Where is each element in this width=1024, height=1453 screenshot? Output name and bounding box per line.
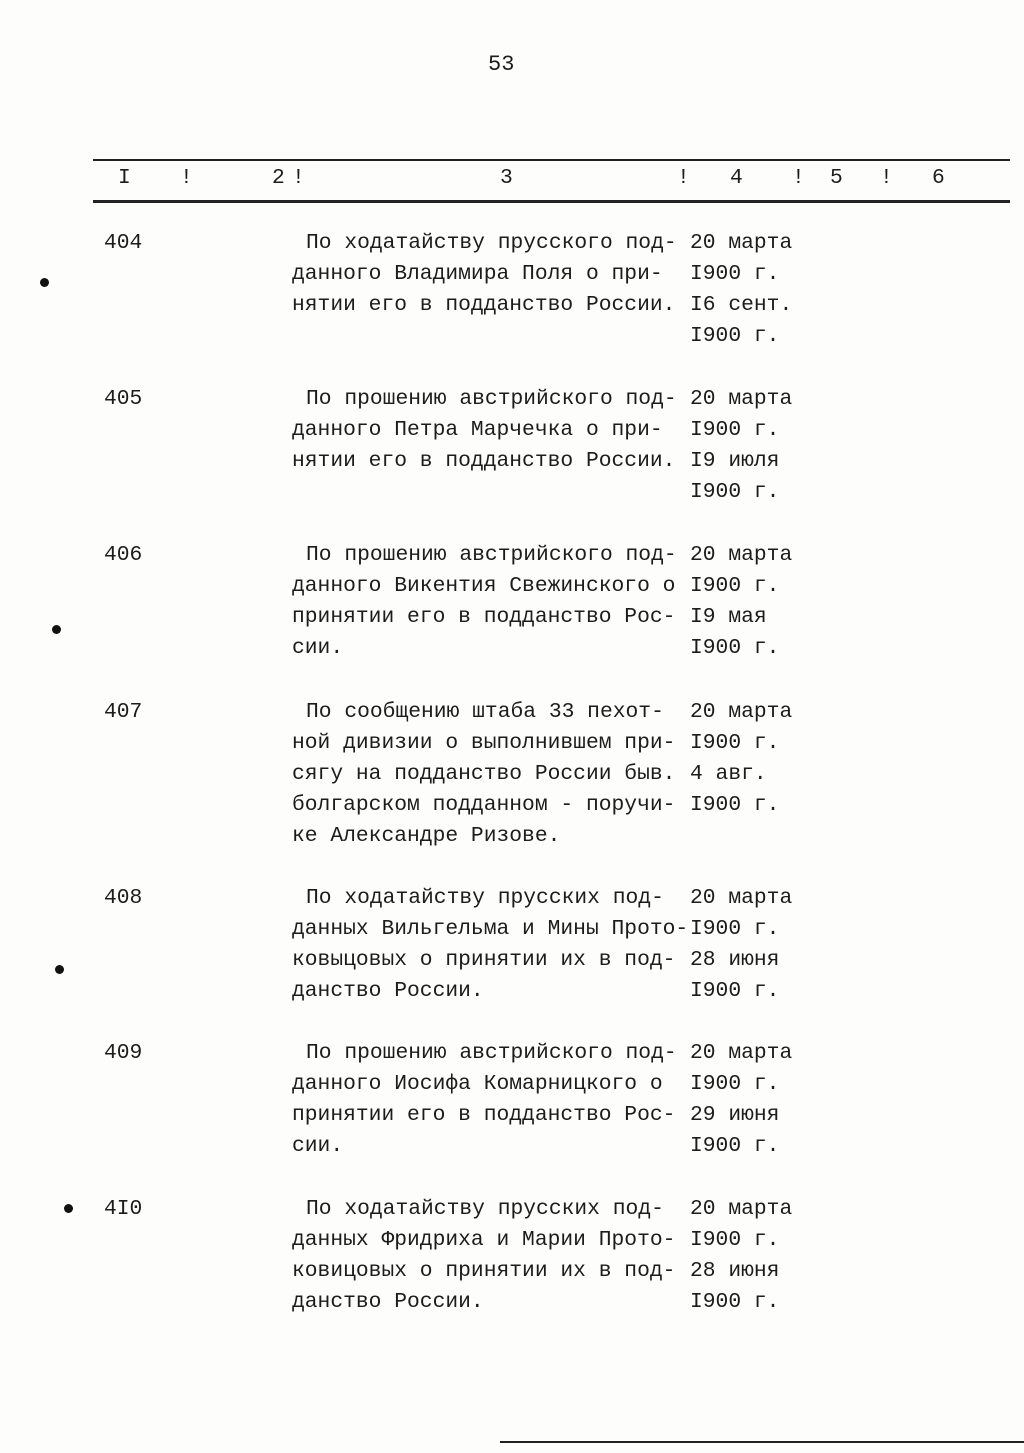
date-line: 20 марта xyxy=(690,1197,793,1221)
header-col-5: 5 xyxy=(830,166,843,190)
header-sep: ! xyxy=(292,166,305,190)
date-line: 20 марта xyxy=(690,231,793,255)
description-line: данного Викентия Свежинского о xyxy=(292,574,676,598)
description-line: ной дивизии о выполнившем при- xyxy=(292,731,676,755)
entry-number: 409 xyxy=(104,1041,143,1065)
header-col-2: 2 xyxy=(272,166,285,190)
date-line: I900 г. xyxy=(690,1290,780,1314)
date-line: I900 г. xyxy=(690,418,780,442)
date-line: 29 июня xyxy=(690,1103,780,1127)
description-line: По прошению австрийского под- xyxy=(306,543,677,567)
description-line: ке Александре Ризове. xyxy=(292,824,561,848)
description-line: ковицовых о принятии их в под- xyxy=(292,1259,676,1283)
entry-description xyxy=(292,540,677,664)
description-line: нятии его в подданство России. xyxy=(292,449,676,473)
table-header-bottom-rule xyxy=(93,200,1010,203)
description-line: данных Вильгельма и Мины Прото- xyxy=(292,917,689,941)
header-sep: ! xyxy=(792,166,805,190)
description-line: По сообщению штаба 33 пехот- xyxy=(306,700,664,724)
entry-number: 404 xyxy=(104,231,143,255)
date-line: I6 сент. xyxy=(690,293,793,317)
date-line: 20 марта xyxy=(690,387,793,411)
punch-hole-mark xyxy=(55,965,64,974)
entry-dates xyxy=(690,1194,792,1318)
description-line: По прошению австрийского под- xyxy=(306,1041,677,1065)
description-line: данного Петра Марчечка о при- xyxy=(292,418,663,442)
punch-hole-mark xyxy=(64,1204,73,1213)
table-header-top-rule xyxy=(93,159,1010,161)
description-line: болгарском подданном - поручи- xyxy=(292,793,676,817)
date-line: I900 г. xyxy=(690,1134,780,1158)
description-line: данство России. xyxy=(292,979,484,1003)
description-line: принятии его в подданство Рос- xyxy=(292,1103,676,1127)
date-line: I900 г. xyxy=(690,262,780,286)
entry-dates xyxy=(690,540,792,664)
header-sep: ! xyxy=(880,166,893,190)
date-line: I900 г. xyxy=(690,574,780,598)
description-line: сягу на подданство России быв. xyxy=(292,762,676,786)
date-line: 4 авг. xyxy=(690,762,767,786)
date-line: I900 г. xyxy=(690,731,780,755)
date-line: 20 марта xyxy=(690,886,793,910)
entry-description xyxy=(292,228,677,321)
header-col-1: I xyxy=(118,166,131,190)
description-line: принятии его в подданство Рос- xyxy=(292,605,676,629)
entry-number: 4I0 xyxy=(104,1197,143,1221)
description-line: По ходатайству прусских под- xyxy=(306,1197,664,1221)
punch-hole-mark xyxy=(40,278,49,287)
date-line: I900 г. xyxy=(690,793,780,817)
entry-description xyxy=(292,883,688,1007)
date-line: I900 г. xyxy=(690,636,780,660)
entry-dates xyxy=(690,883,792,1007)
description-line: данного Владимира Поля о при- xyxy=(292,262,663,286)
date-line: I900 г. xyxy=(690,1072,780,1096)
date-line: I9 мая xyxy=(690,605,767,629)
date-line: I900 г. xyxy=(690,480,780,504)
bottom-rule xyxy=(500,1441,1024,1443)
date-line: I900 г. xyxy=(690,917,780,941)
description-line: данных Фридриха и Марии Прото- xyxy=(292,1228,676,1252)
header-sep: ! xyxy=(677,166,690,190)
header-col-4: 4 xyxy=(730,166,743,190)
entry-description xyxy=(292,384,677,477)
entry-description xyxy=(292,697,675,852)
punch-hole-mark xyxy=(52,625,61,634)
description-line: ковыцовых о принятии их в под- xyxy=(292,948,676,972)
entry-description xyxy=(292,1038,677,1162)
date-line: I900 г. xyxy=(690,979,780,1003)
description-line: данного Иосифа Комарницкого о xyxy=(292,1072,663,1096)
entry-dates xyxy=(690,228,792,352)
entry-dates xyxy=(690,384,792,508)
entry-dates xyxy=(690,697,792,821)
date-line: 20 марта xyxy=(690,1041,793,1065)
page-number: 53 xyxy=(488,52,515,77)
header-sep: ! xyxy=(180,166,193,190)
entry-number: 406 xyxy=(104,543,143,567)
description-line: сии. xyxy=(292,1134,344,1158)
date-line: I900 г. xyxy=(690,1228,780,1252)
header-col-6: 6 xyxy=(932,166,945,190)
date-line: I900 г. xyxy=(690,324,780,348)
entry-number: 408 xyxy=(104,886,143,910)
entry-number: 405 xyxy=(104,387,143,411)
description-line: По прошению австрийского под- xyxy=(306,387,677,411)
date-line: 28 июня xyxy=(690,948,780,972)
header-col-3: 3 xyxy=(500,166,513,190)
description-line: По ходатайству прусского под- xyxy=(306,231,677,255)
description-line: По ходатайству прусских под- xyxy=(306,886,664,910)
entry-dates xyxy=(690,1038,792,1162)
description-line: нятии его в подданство России. xyxy=(292,293,676,317)
description-line: сии. xyxy=(292,636,344,660)
date-line: I9 июля xyxy=(690,449,780,473)
entry-description xyxy=(292,1194,675,1318)
date-line: 28 июня xyxy=(690,1259,780,1283)
entry-number: 407 xyxy=(104,700,143,724)
description-line: данство России. xyxy=(292,1290,484,1314)
date-line: 20 марта xyxy=(690,700,793,724)
date-line: 20 марта xyxy=(690,543,793,567)
